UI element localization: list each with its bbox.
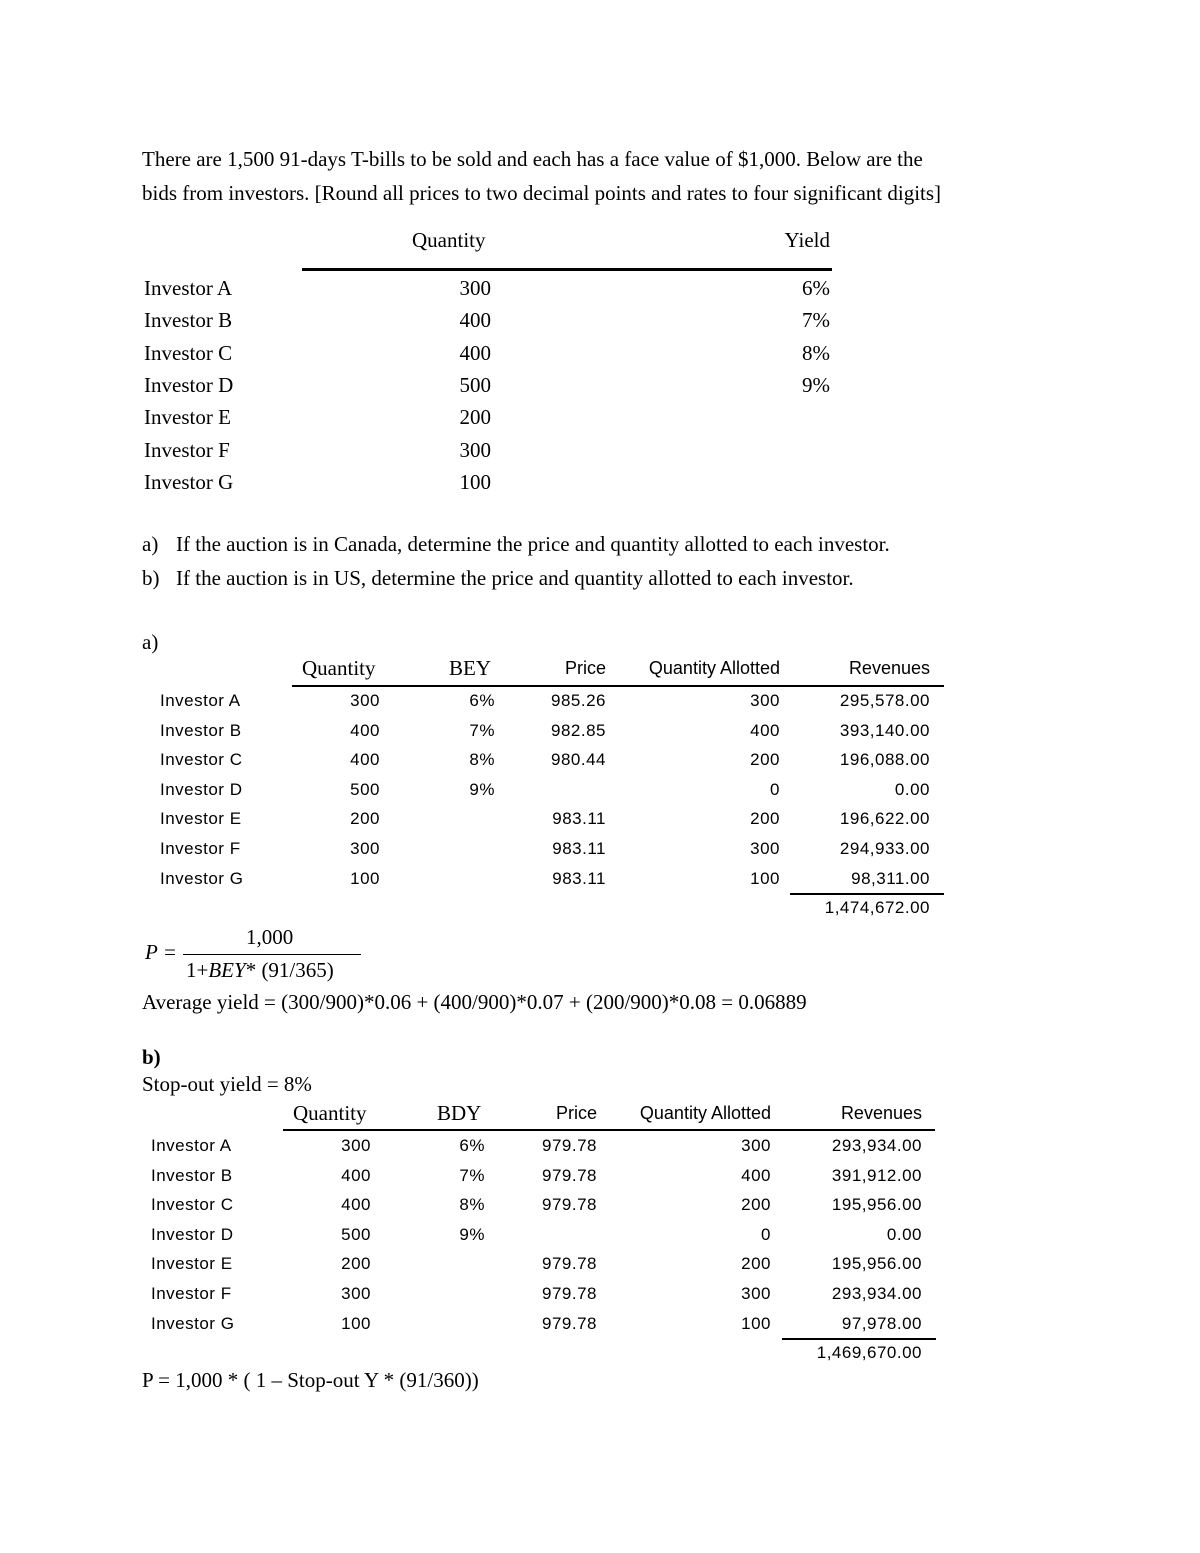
intro-line-1: There are 1,500 91-days T-bills to be sold and each has a face value of $1,000. Below are the — [142, 147, 923, 171]
table-row-revenue: 294,933.00 — [839, 839, 930, 858]
bids-row-investor: Investor D — [144, 373, 234, 397]
answer_b-header-quantity: Quantity — [293, 1101, 367, 1125]
bids-row-quantity: 300 — [459, 276, 491, 300]
table-row-quantity: 200 — [350, 809, 380, 828]
table-row-yield: 6% — [459, 1136, 485, 1155]
bids-header-yield: Yield — [784, 228, 830, 252]
table-row-yield: 7% — [459, 1166, 485, 1185]
table-row-allotted: 200 — [741, 1254, 771, 1273]
formula-a-denominator — [186, 958, 334, 983]
table-row-price: 979.78 — [542, 1195, 597, 1214]
table-row-allotted: 0 — [761, 1225, 771, 1244]
answer_a-header-allotted: Quantity Allotted — [648, 658, 780, 678]
bids-row-quantity: 400 — [459, 308, 491, 332]
formula-a-denominator-var: BEY — [208, 958, 246, 982]
table-row-investor: Investor E — [151, 1254, 233, 1273]
table-row-investor: Investor G — [160, 869, 244, 888]
table-row-investor: Investor D — [151, 1225, 234, 1244]
question-b-label: b) — [142, 566, 160, 590]
table-row-allotted: 300 — [750, 839, 780, 858]
formula-a-denominator-suffix: * (91/365) — [245, 958, 334, 982]
table-row-revenue: 295,578.00 — [839, 691, 930, 710]
table-row-price: 985.26 — [551, 691, 606, 710]
average-yield: Average yield = (300/900)*0.06 + (400/900)*0.07 + (200/900)*0.08 = 0.06889 — [142, 990, 807, 1014]
answer_a-header-rule — [292, 685, 944, 687]
table-row-revenue: 196,088.00 — [839, 750, 930, 769]
table-row-investor: Investor G — [151, 1314, 235, 1333]
bids-row-yield: 7% — [802, 308, 830, 332]
table-row-allotted: 300 — [741, 1284, 771, 1303]
table-row-price: 979.78 — [542, 1254, 597, 1273]
answer_b-header-yield: BDY — [437, 1101, 482, 1125]
table-row-investor: Investor B — [160, 721, 242, 740]
answer_b-total: 1,469,670.00 — [816, 1343, 922, 1362]
table-row-quantity: 100 — [350, 869, 380, 888]
table-row-quantity: 400 — [341, 1195, 371, 1214]
table-row-revenue: 0.00 — [894, 780, 930, 799]
table-row-quantity: 300 — [341, 1136, 371, 1155]
table-row-yield: 8% — [459, 1195, 485, 1214]
bids-row-investor: Investor C — [144, 341, 233, 365]
table-row-price: 979.78 — [542, 1136, 597, 1155]
answer_a-header-revenues: Revenues — [848, 658, 930, 678]
table-row-allotted: 400 — [741, 1166, 771, 1185]
table-row-yield: 6% — [469, 691, 495, 710]
table-row-price: 979.78 — [542, 1314, 597, 1333]
table-row-allotted: 0 — [770, 780, 780, 799]
answer-b-label: b) — [142, 1045, 161, 1069]
table-row-revenue: 393,140.00 — [839, 721, 930, 740]
bids-row-quantity: 300 — [459, 438, 491, 462]
table-row-quantity: 500 — [350, 780, 380, 799]
table-row-allotted: 100 — [741, 1314, 771, 1333]
table-row-quantity: 100 — [341, 1314, 371, 1333]
bids-header-rule — [302, 268, 832, 271]
answer_a-total-rule — [790, 893, 944, 895]
table-row-quantity: 500 — [341, 1225, 371, 1244]
table-row-price: 982.85 — [551, 721, 606, 740]
answer_a-header-yield: BEY — [449, 656, 491, 680]
table-row-revenue: 293,934.00 — [831, 1284, 922, 1303]
stop-out-yield: Stop-out yield = 8% — [142, 1072, 312, 1096]
table-row-price: 979.78 — [542, 1284, 597, 1303]
table-row-quantity: 200 — [341, 1254, 371, 1273]
answer_b-header-rule — [283, 1129, 935, 1131]
question-a-text: If the auction is in Canada, determine the price and quantity allotted to each investor. — [176, 532, 890, 556]
table-row-price: 983.11 — [552, 809, 606, 828]
intro-paragraph — [142, 142, 941, 210]
table-row-quantity: 400 — [350, 750, 380, 769]
question-b-text: If the auction is in US, determine the price and quantity allotted to each investor. — [176, 566, 854, 590]
table-row-investor: Investor A — [151, 1136, 232, 1155]
table-row-revenue: 195,956.00 — [831, 1195, 922, 1214]
bids-row-yield: 9% — [802, 373, 830, 397]
table-row-quantity: 300 — [350, 691, 380, 710]
table-row-allotted: 200 — [750, 809, 780, 828]
intro-line-2: bids from investors. [Round all prices to two decimal points and rates to four significant digits] — [142, 181, 942, 205]
answer_b-header-price: Price — [555, 1103, 597, 1123]
table-row-quantity: 300 — [350, 839, 380, 858]
table-row-quantity: 300 — [341, 1284, 371, 1303]
question-a — [142, 532, 890, 557]
question-a-label: a) — [142, 532, 159, 556]
answer_a-header-quantity: Quantity — [302, 656, 376, 680]
table-row-price: 979.78 — [542, 1166, 597, 1185]
answer_b-header-allotted: Quantity Allotted — [639, 1103, 771, 1123]
question-b — [142, 566, 854, 591]
table-row-revenue: 391,912.00 — [831, 1166, 922, 1185]
table-row-investor: Investor B — [151, 1166, 233, 1185]
table-row-revenue: 98,311.00 — [851, 869, 930, 888]
table-row-quantity: 400 — [350, 721, 380, 740]
table-row-investor: Investor C — [151, 1195, 234, 1214]
table-row-allotted: 300 — [750, 691, 780, 710]
answer-a-label: a) — [142, 630, 159, 654]
table-row-price: 983.11 — [552, 869, 606, 888]
table-row-price: 983.11 — [552, 839, 606, 858]
bids-row-investor: Investor G — [144, 470, 234, 494]
bids-row-quantity: 100 — [459, 470, 491, 494]
table-row-allotted: 300 — [741, 1136, 771, 1155]
table-row-yield: 9% — [469, 780, 495, 799]
formula-b: P = 1,000 * ( 1 – Stop-out Y * (91/360)) — [142, 1368, 479, 1392]
table-row-revenue: 293,934.00 — [831, 1136, 922, 1155]
table-row-quantity: 400 — [341, 1166, 371, 1185]
table-row-revenue: 196,622.00 — [839, 809, 930, 828]
table-row-price: 980.44 — [551, 750, 606, 769]
table-row-allotted: 200 — [741, 1195, 771, 1214]
table-row-revenue: 97,978.00 — [841, 1314, 922, 1333]
formula-a-fraction-bar — [183, 954, 361, 955]
table-row-investor: Investor A — [160, 691, 241, 710]
bids-row-quantity: 400 — [459, 341, 491, 365]
table-row-investor: Investor F — [151, 1284, 232, 1303]
bids-row-yield: 6% — [802, 276, 830, 300]
bids-row-investor: Investor A — [144, 276, 233, 300]
table-row-revenue: 195,956.00 — [831, 1254, 922, 1273]
table-row-yield: 8% — [469, 750, 495, 769]
bids-row-investor: Investor B — [144, 308, 233, 332]
table-row-investor: Investor C — [160, 750, 243, 769]
table-row-investor: Investor F — [160, 839, 241, 858]
table-row-allotted: 400 — [750, 721, 780, 740]
table-row-allotted: 100 — [750, 869, 780, 888]
table-row-investor: Investor E — [160, 809, 242, 828]
formula-a-numerator: 1,000 — [246, 925, 294, 949]
bids-row-yield: 8% — [802, 341, 830, 365]
bids-row-quantity: 500 — [459, 373, 491, 397]
bids-header-quantity: Quantity — [412, 228, 486, 252]
answer_b-header-revenues: Revenues — [840, 1103, 922, 1123]
table-row-investor: Investor D — [160, 780, 243, 799]
bids-row-investor: Investor E — [144, 405, 231, 429]
bids-row-investor: Investor F — [144, 438, 230, 462]
table-row-yield: 9% — [459, 1225, 485, 1244]
bids-row-quantity: 200 — [459, 405, 491, 429]
table-row-allotted: 200 — [750, 750, 780, 769]
answer_b-total-rule — [782, 1338, 936, 1340]
formula-a-lhs: P = — [145, 940, 177, 964]
answer_a-total: 1,474,672.00 — [824, 898, 930, 917]
formula-a-denominator-prefix: 1+ — [186, 958, 209, 982]
table-row-yield: 7% — [469, 721, 495, 740]
table-row-revenue: 0.00 — [886, 1225, 922, 1244]
answer_a-header-price: Price — [564, 658, 606, 678]
